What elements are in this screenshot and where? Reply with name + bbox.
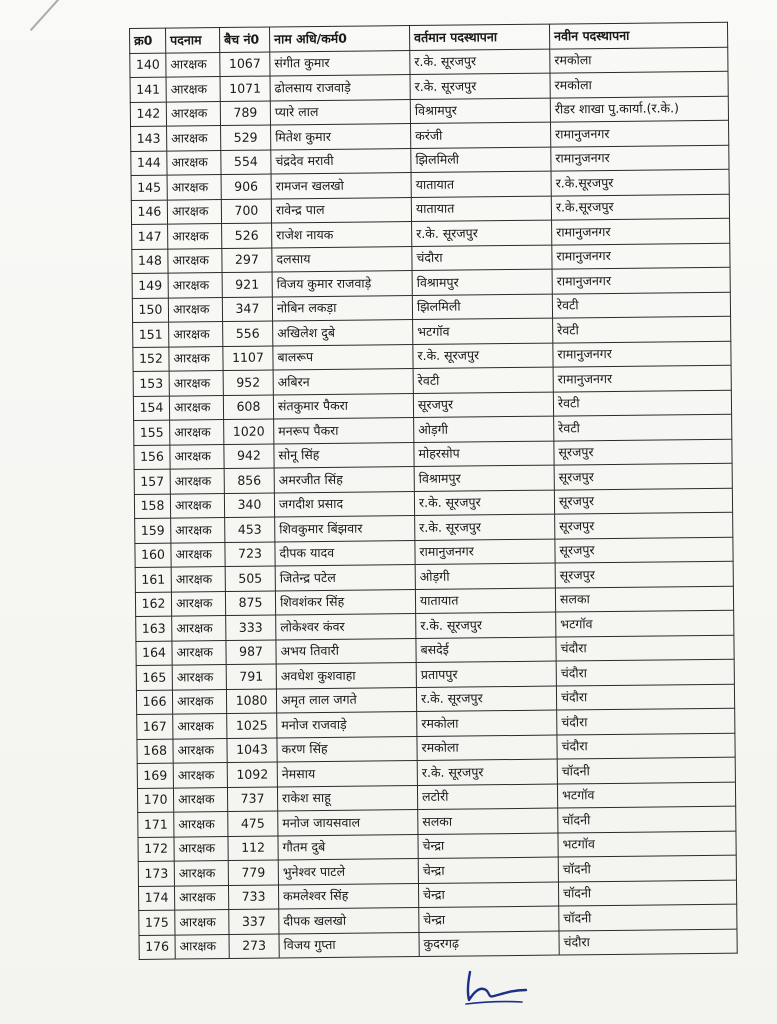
cell-badge-number: 875 [225, 590, 275, 615]
cell-serial-number: 151 [133, 322, 169, 347]
cell-new-posting: सलका [555, 586, 733, 612]
cell-serial-number: 146 [131, 200, 167, 225]
cell-badge-number: 906 [221, 174, 271, 199]
cell-name: मनोज जायसवाल [278, 810, 418, 836]
cell-name: दलसाय [272, 246, 412, 272]
cell-name: संगीत कुमार [270, 50, 410, 76]
cell-current-posting: विश्रामपुर [414, 465, 554, 491]
cell-serial-number: 157 [134, 469, 170, 494]
cell-serial-number: 169 [137, 763, 173, 788]
cell-current-posting: र.के. सूरजपुर [413, 343, 553, 369]
cell-rank: आरक्षक [170, 469, 224, 494]
cell-new-posting: रेवटी [553, 390, 731, 416]
cell-name: जगदीश प्रसाद [274, 491, 414, 517]
cell-badge-number: 733 [228, 884, 278, 909]
cell-name: विजय गुप्ता [279, 932, 419, 958]
paper-fold-mark [30, 0, 64, 31]
cell-name: चंद्रदेव मरावी [271, 148, 411, 174]
cell-new-posting: र.के.सूरजपुर [551, 194, 729, 220]
cell-new-posting: रेवटी [553, 316, 731, 342]
cell-serial-number: 153 [133, 371, 169, 396]
cell-serial-number: 167 [137, 714, 173, 739]
cell-serial-number: 154 [133, 396, 169, 421]
cell-current-posting: बसदेई [416, 637, 556, 663]
cell-serial-number: 149 [132, 273, 168, 298]
cell-serial-number: 165 [136, 665, 172, 690]
cell-name: मनरूप पैकरा [274, 418, 414, 444]
cell-current-posting: झिलमिली [412, 294, 552, 320]
cell-new-posting: रमकोला [550, 47, 728, 73]
cell-rank: आरक्षक [166, 52, 220, 77]
cell-rank: आरक्षक [167, 175, 221, 200]
cell-new-posting: चॉदनी [558, 880, 736, 906]
cell-name: राजेश नायक [272, 222, 412, 248]
cell-serial-number: 147 [132, 224, 168, 249]
cell-rank: आरक्षक [169, 395, 223, 420]
cell-badge-number: 921 [222, 272, 272, 297]
cell-current-posting: रमकोला [417, 735, 557, 761]
cell-serial-number: 158 [134, 494, 170, 519]
cell-name: शिवशंकर सिंह [275, 589, 415, 615]
cell-serial-number: 171 [138, 812, 174, 837]
cell-rank: आरक्षक [171, 542, 225, 567]
cell-serial-number: 143 [131, 126, 167, 151]
cell-rank: आरक्षक [173, 763, 227, 788]
cell-rank: आरक्षक [172, 665, 226, 690]
cell-badge-number: 340 [224, 493, 274, 518]
table-body [130, 47, 737, 960]
cell-new-posting: रेवटी [552, 292, 730, 318]
cell-current-posting: लटोरी [417, 784, 557, 810]
cell-badge-number: 789 [220, 101, 270, 126]
cell-name: सोनू सिंह [274, 442, 414, 468]
cell-new-posting: रामानुजनगर [552, 218, 730, 244]
cell-badge-number: 297 [222, 248, 272, 273]
cell-serial-number: 163 [136, 616, 172, 641]
cell-serial-number: 176 [139, 935, 175, 960]
cell-current-posting: र.के. सूरजपुर [410, 73, 550, 99]
cell-name: राकेश साहू [277, 785, 417, 811]
cell-current-posting: चेन्द्रा [419, 906, 559, 932]
cell-badge-number: 1020 [224, 419, 274, 444]
cell-rank: आरक्षक [167, 126, 221, 151]
cell-serial-number: 166 [136, 690, 172, 715]
cell-serial-number: 142 [130, 102, 166, 127]
cell-current-posting: विश्रामपुर [412, 269, 552, 295]
table-row [139, 929, 737, 960]
cell-badge-number: 987 [226, 639, 276, 664]
cell-badge-number: 779 [228, 860, 278, 885]
cell-new-posting: र.के.सूरजपुर [551, 169, 729, 195]
cell-current-posting: भटगॉव [413, 318, 553, 344]
cell-badge-number: 1025 [227, 713, 277, 738]
cell-current-posting: र.के. सूरजपुर [412, 220, 552, 246]
cell-new-posting: सूरजपुर [555, 561, 733, 587]
cell-badge-number: 791 [226, 664, 276, 689]
cell-current-posting: चेन्द्रा [418, 857, 558, 883]
cell-rank: आरक्षक [174, 885, 228, 910]
cell-badge-number: 942 [224, 444, 274, 469]
cell-name: करण सिंह [277, 736, 417, 762]
cell-new-posting: रामानुजनगर [551, 120, 729, 146]
cell-current-posting: ओड़गी [414, 416, 554, 442]
cell-new-posting: चंदौरा [557, 733, 735, 759]
cell-rank: आरक्षक [170, 444, 224, 469]
cell-name: रामजन खलखो [271, 173, 411, 199]
cell-new-posting: रेवटी [554, 414, 732, 440]
cell-badge-number: 505 [225, 566, 275, 591]
cell-name: दीपक यादव [275, 540, 415, 566]
cell-serial-number: 168 [137, 739, 173, 764]
cell-current-posting: र.के. सूरजपुर [416, 612, 556, 638]
header-rank: पदनाम [166, 28, 220, 53]
cell-rank: आरक्षक [173, 738, 227, 763]
cell-current-posting: यातायात [411, 196, 551, 222]
header-new-posting: नवीन पदस्थापना [549, 22, 727, 48]
cell-current-posting: यातायात [415, 588, 555, 614]
cell-rank: आरक्षक [172, 689, 226, 714]
cell-current-posting: र.के. सूरजपुर [417, 759, 557, 785]
cell-rank: आरक्षक [172, 616, 226, 641]
cell-serial-number: 164 [136, 641, 172, 666]
cell-serial-number: 141 [130, 77, 166, 102]
cell-name: नोबिन लकड़ा [272, 295, 412, 321]
cell-rank: आरक्षक [169, 346, 223, 371]
cell-serial-number: 173 [138, 861, 174, 886]
cell-serial-number: 170 [137, 788, 173, 813]
cell-name: अभय तिवारी [276, 638, 416, 664]
cell-badge-number: 1067 [220, 52, 270, 77]
cell-current-posting: करंजी [411, 122, 551, 148]
cell-name: प्यारे लाल [270, 99, 410, 125]
cell-rank: आरक्षक [173, 714, 227, 739]
cell-rank: आरक्षक [169, 322, 223, 347]
cell-new-posting: रामानुजनगर [552, 243, 730, 269]
cell-name: अमरजीत सिंह [274, 467, 414, 493]
cell-rank: आरक्षक [167, 199, 221, 224]
cell-name: अबिरन [273, 369, 413, 395]
cell-badge-number: 347 [222, 297, 272, 322]
cell-name: मनोज राजवाड़े [277, 712, 417, 738]
cell-badge-number: 856 [224, 468, 274, 493]
cell-new-posting: रामानुजनगर [552, 267, 730, 293]
cell-badge-number: 475 [228, 811, 278, 836]
cell-name: मितेश कुमार [271, 124, 411, 150]
cell-badge-number: 1092 [227, 762, 277, 787]
cell-rank: आरक्षक [166, 101, 220, 126]
cell-badge-number: 1043 [227, 737, 277, 762]
cell-current-posting: विश्रामपुर [410, 98, 550, 124]
cell-current-posting: रमकोला [417, 710, 557, 736]
cell-new-posting: सूरजपुर [554, 463, 732, 489]
cell-badge-number: 723 [225, 542, 275, 567]
header-serial-number: क्र0 [130, 28, 166, 53]
cell-name: अमृत लाल जगते [276, 687, 416, 713]
cell-badge-number: 608 [223, 395, 273, 420]
cell-rank: आरक्षक [170, 493, 224, 518]
cell-new-posting: चॉदनी [557, 757, 735, 783]
cell-serial-number: 160 [135, 543, 171, 568]
cell-new-posting: चंदौरा [556, 684, 734, 710]
cell-badge-number: 952 [223, 370, 273, 395]
cell-rank: आरक्षक [171, 567, 225, 592]
header-name: नाम अधि/कर्म0 [269, 26, 409, 52]
cell-badge-number: 1107 [223, 346, 273, 371]
cell-current-posting: र.के. सूरजपुर [414, 490, 554, 516]
cell-new-posting: रामानुजनगर [551, 145, 729, 171]
cell-new-posting: सूरजपुर [554, 488, 732, 514]
cell-serial-number: 140 [130, 53, 166, 78]
header-badge-number: बैच नं0 [220, 27, 270, 52]
cell-badge-number: 737 [227, 786, 277, 811]
cell-rank: आरक्षक [174, 812, 228, 837]
cell-name: संतकुमार पैकरा [273, 393, 413, 419]
cell-rank: आरक्षक [175, 934, 229, 959]
cell-name: नेमसाय [277, 761, 417, 787]
cell-serial-number: 175 [139, 910, 175, 935]
cell-name: ढोलसाय राजवाड़े [270, 75, 410, 101]
cell-rank: आरक्षक [168, 248, 222, 273]
cell-badge-number: 700 [221, 199, 271, 224]
cell-current-posting: र.के. सूरजपुर [416, 686, 556, 712]
cell-current-posting: चेन्द्रा [418, 833, 558, 859]
cell-current-posting: रेवटी [413, 367, 553, 393]
cell-rank: आरक्षक [168, 224, 222, 249]
cell-name: कमलेश्वर सिंह [278, 883, 418, 909]
cell-serial-number: 172 [138, 837, 174, 862]
cell-serial-number: 144 [131, 151, 167, 176]
cell-current-posting: चंदौरा [412, 245, 552, 271]
cell-badge-number: 112 [228, 835, 278, 860]
cell-name: भुनेश्वर पाटले [278, 859, 418, 885]
cell-name: शिवकुमार बिंझवार [275, 516, 415, 542]
cell-new-posting: चॉदनी [559, 904, 737, 930]
cell-new-posting: चंदौरा [557, 708, 735, 734]
cell-rank: आरक्षक [170, 420, 224, 445]
cell-rank: आरक्षक [173, 787, 227, 812]
cell-rank: आरक्षक [171, 591, 225, 616]
cell-badge-number: 453 [225, 517, 275, 542]
cell-rank: आरक्षक [169, 371, 223, 396]
cell-current-posting: सलका [418, 808, 558, 834]
cell-current-posting: रामानुजनगर [415, 539, 555, 565]
cell-name: गौतम दुबे [278, 834, 418, 860]
cell-new-posting: चॉदनी [558, 806, 736, 832]
cell-rank: आरक्षक [174, 861, 228, 886]
cell-new-posting: रीडर शाखा पु.कार्या.(र.के.) [550, 96, 728, 122]
cell-badge-number: 337 [229, 909, 279, 934]
cell-new-posting: चंदौरा [556, 659, 734, 685]
cell-new-posting: रामानुजनगर [553, 365, 731, 391]
cell-current-posting: र.के. सूरजपुर [410, 49, 550, 75]
cell-rank: आरक्षक [168, 297, 222, 322]
cell-badge-number: 554 [221, 150, 271, 175]
cell-name: बालरूप [273, 344, 413, 370]
cell-serial-number: 152 [133, 347, 169, 372]
cell-rank: आरक्षक [174, 836, 228, 861]
cell-badge-number: 273 [229, 933, 279, 958]
cell-rank: आरक्षक [168, 273, 222, 298]
cell-new-posting: भटगॉव [558, 831, 736, 857]
cell-serial-number: 150 [132, 298, 168, 323]
header-current-posting: वर्तमान पदस्थापना [409, 24, 549, 50]
cell-new-posting: चंदौरा [559, 929, 737, 955]
cell-new-posting: चंदौरा [556, 635, 734, 661]
cell-badge-number: 529 [221, 125, 271, 150]
cell-name: अवधेश कुशवाहा [276, 663, 416, 689]
cell-serial-number: 174 [138, 886, 174, 911]
cell-serial-number: 162 [135, 592, 171, 617]
cell-serial-number: 155 [134, 420, 170, 445]
cell-serial-number: 145 [131, 175, 167, 200]
cell-rank: आरक्षक [172, 640, 226, 665]
cell-current-posting: र.के. सूरजपुर [415, 514, 555, 540]
cell-current-posting: प्रतापपुर [416, 661, 556, 687]
cell-serial-number: 148 [132, 249, 168, 274]
cell-name: अखिलेश दुबे [273, 320, 413, 346]
cell-current-posting: कुदरगढ़ [419, 931, 559, 957]
cell-badge-number: 1071 [220, 76, 270, 101]
cell-current-posting: झिलमिली [411, 147, 551, 173]
cell-rank: आरक्षक [166, 77, 220, 102]
cell-new-posting: चॉदनी [558, 855, 736, 881]
cell-badge-number: 333 [226, 615, 276, 640]
cell-new-posting: सूरजपुर [555, 537, 733, 563]
cell-rank: आरक्षक [171, 518, 225, 543]
cell-serial-number: 156 [134, 445, 170, 470]
cell-new-posting: सूरजपुर [554, 439, 732, 465]
cell-name: जितेन्द्र पटेल [275, 565, 415, 591]
cell-serial-number: 159 [135, 518, 171, 543]
cell-rank: आरक्षक [175, 910, 229, 935]
cell-name: विजय कुमार राजवाड़े [272, 271, 412, 297]
cell-new-posting: रामानुजनगर [553, 341, 731, 367]
cell-badge-number: 1080 [226, 688, 276, 713]
cell-new-posting: सूरजपुर [555, 512, 733, 538]
transfer-list-table [129, 22, 738, 960]
cell-current-posting: ओड़गी [415, 563, 555, 589]
cell-rank: आरक्षक [167, 150, 221, 175]
cell-current-posting: मोहरसोप [414, 441, 554, 467]
cell-new-posting: रमकोला [550, 71, 728, 97]
cell-name: लोकेश्वर कंवर [276, 614, 416, 640]
cell-name: दीपक खलखो [279, 908, 419, 934]
cell-current-posting: यातायात [411, 171, 551, 197]
cell-current-posting: सूरजपुर [413, 392, 553, 418]
cell-serial-number: 161 [135, 567, 171, 592]
cell-current-posting: चेन्द्रा [418, 882, 558, 908]
cell-new-posting: भटगॉव [556, 610, 734, 636]
signature-mark [462, 968, 532, 1008]
cell-new-posting: भटगॉव [557, 782, 735, 808]
cell-name: रावेन्द्र पाल [271, 197, 411, 223]
cell-badge-number: 526 [222, 223, 272, 248]
cell-badge-number: 556 [223, 321, 273, 346]
